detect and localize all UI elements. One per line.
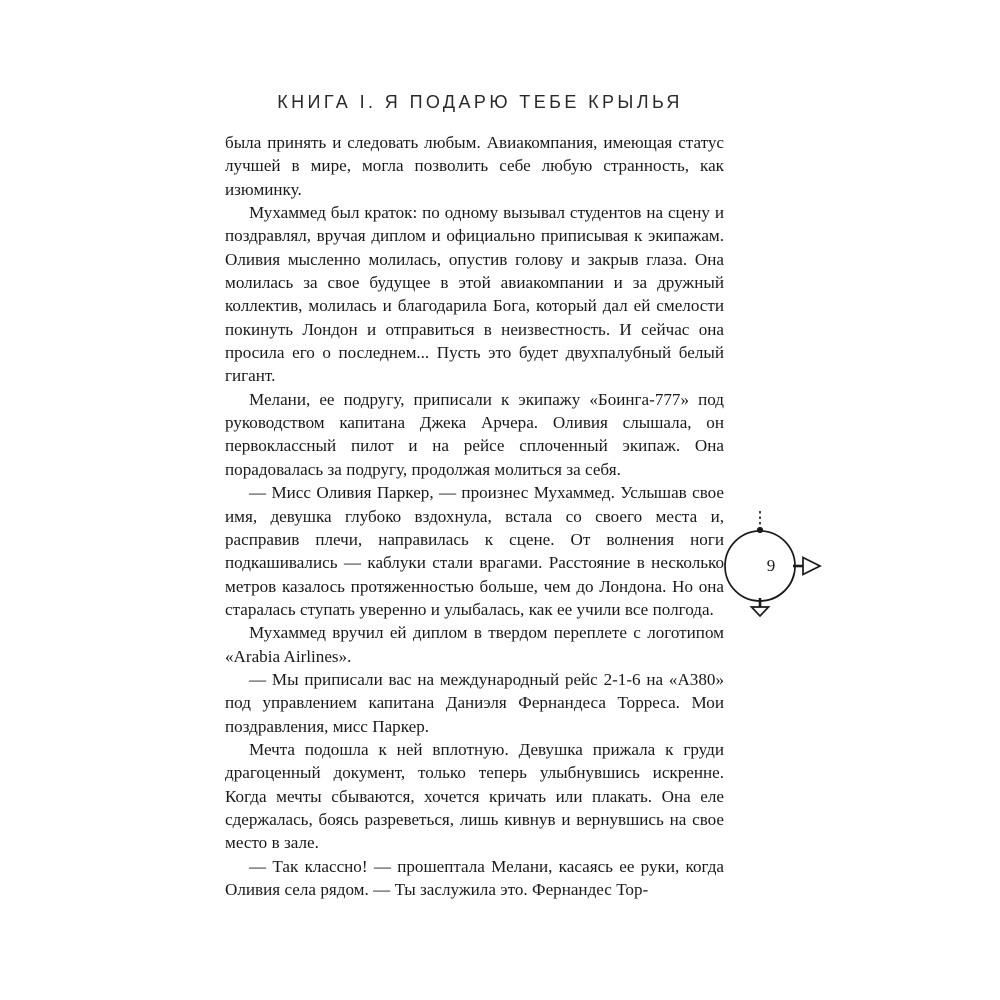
page-number-ornament (713, 497, 823, 617)
running-head: КНИГА I. Я ПОДАРЮ ТЕБЕ КРЫЛЬЯ (277, 92, 683, 112)
paragraph: — Мисс Оливия Паркер, — произнес Мухаммед. Услышав свое имя, девушка глубоко вздохнула, встала со своего места и, расправив плечи, направилась к сцене. От волнения ноги подкашивались — каблуки стали врагами. Расстояние в несколько метров казалось протяженностью больше, чем до Лондона. Но она старалась ступать уверенно и улыбалась, как ее учили все полгода. (225, 483, 724, 619)
arrow-right-icon (803, 558, 820, 575)
paragraph: Мечта подошла к ней вплотную. Девушка прижала к груди драгоценный документ, только теперь улыбнувшись искренне. Когда мечты сбываются, хочется кричать или плакать. Она еле сдержалась, боясь разреветься, лишь кивнув и вернувшись на свое место в зале. (225, 739, 724, 853)
paragraph: — Мы приписали вас на международный рейс 2-1-6 на «А380» под управлением капитана Даниэля Фернандеса Торреса. Мои поздравления, мисс Паркер. (225, 669, 724, 736)
paragraph: — Так классно! — прошептала Мелани, касаясь ее руки, когда Оливия села рядом. — Ты заслужила это. Фернандес Тор- (225, 856, 724, 899)
arrow-down-icon (752, 607, 769, 616)
stem-dot-icon (757, 527, 763, 533)
folio-ornament-graphic (713, 497, 823, 617)
folio-inner-arc-icon (753, 573, 794, 601)
page-number: 9 (766, 556, 776, 575)
paragraph: была принять и следовать любым. Авиакомпания, имеющая статус лучшей в мире, могла позволить себе любую странность, как изюминку. (225, 133, 724, 199)
body-text-column (225, 131, 724, 901)
paragraph: Мелани, ее подругу, приписали к экипажу «Боинга-777» под руководством капитана Джека Арчера. Оливия слышала, он первоклассный пилот и на рейсе сплоченный экипаж. Она порадовалась за подругу, продолжая молиться за себя. (225, 389, 724, 479)
paragraph: Мухаммед был краток: по одному вызывал студентов на сцену и поздравлял, вручая диплом и официально приписывая к экипажам. Оливия мысленно молилась, опустив голову и закрыв глаза. Она молилась за свое будущее в этой авиакомпании и за дружный коллектив, молилась и благодарила Бога, который дал ей смелости покинуть Лондон и отправиться в неизвестность. И сейчас она просила его о последнем... Пусть это будет двухпалубный белый гигант. (225, 203, 724, 386)
paragraph: Мухаммед вручил ей диплом в твердом переплете с логотипом «Arabia Airlines». (225, 623, 724, 666)
